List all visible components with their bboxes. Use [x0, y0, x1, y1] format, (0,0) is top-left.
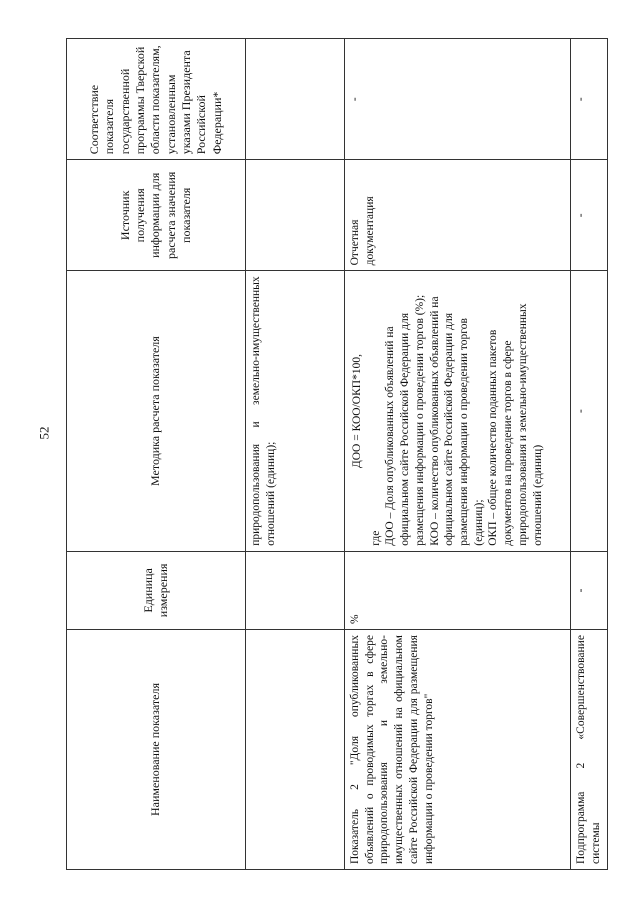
cell-compliance: -	[345, 39, 571, 160]
header-compliance: Соответствие показателя государственной программы Тверской области показателям, установленным указами Президента Российской Федерации*	[67, 39, 246, 160]
cell-source	[246, 160, 345, 271]
method-formula: ДОО = КОО/ОКП*100,	[351, 354, 363, 469]
cell-compliance: -	[571, 39, 608, 160]
cell-unit	[246, 551, 345, 629]
cell-compliance	[246, 39, 345, 160]
table-row	[571, 39, 608, 870]
cell-unit: %	[345, 551, 571, 629]
header-source: Источник получения информации для расчета значения показателя	[67, 160, 246, 271]
header-method: Методика расчета показателя	[67, 271, 246, 551]
cell-method	[345, 271, 571, 551]
header-name: Наименование показателя	[67, 630, 246, 870]
page-number: 52	[36, 426, 52, 440]
cell-method: природопользования и земельно-имущественных отношений (единиц);	[246, 271, 345, 551]
method-text: где ДОО – Доля опубликованных объявлений на официальном сайте Российской Федерации для размещения информации о проведении торгов (%); КОО – количество опубликованных объявлений на официальном сайте Российской Федерации для размещения информации о проведении торгов (единиц); ОКП – общее количество поданных пакетов документов на проведение торгов в сфере природопользования и земельно-имущественных отношений (единиц)	[369, 294, 544, 546]
cell-source: -	[571, 160, 608, 271]
cell-unit: -	[571, 551, 608, 629]
indicators-table	[66, 38, 608, 870]
cell-name: Показатель 2 "Доля опубликованных объявлений о проводимых торгах в сфере природопользования и земельно-имущественных отношений на официальном сайте Российской Федерации для размещения информации о проведении торгов"	[345, 630, 571, 870]
rotated-table-page	[66, 38, 626, 870]
cell-source: Отчетная документация	[345, 160, 571, 271]
cell-method: -	[571, 271, 608, 551]
cell-name: Подпрограмма 2 «Совершенствование системы	[571, 630, 608, 870]
cell-name	[246, 630, 345, 870]
table-row	[246, 39, 345, 870]
table-header-row	[67, 39, 246, 870]
table-row	[345, 39, 571, 870]
header-unit: Единица измерения	[67, 551, 246, 629]
